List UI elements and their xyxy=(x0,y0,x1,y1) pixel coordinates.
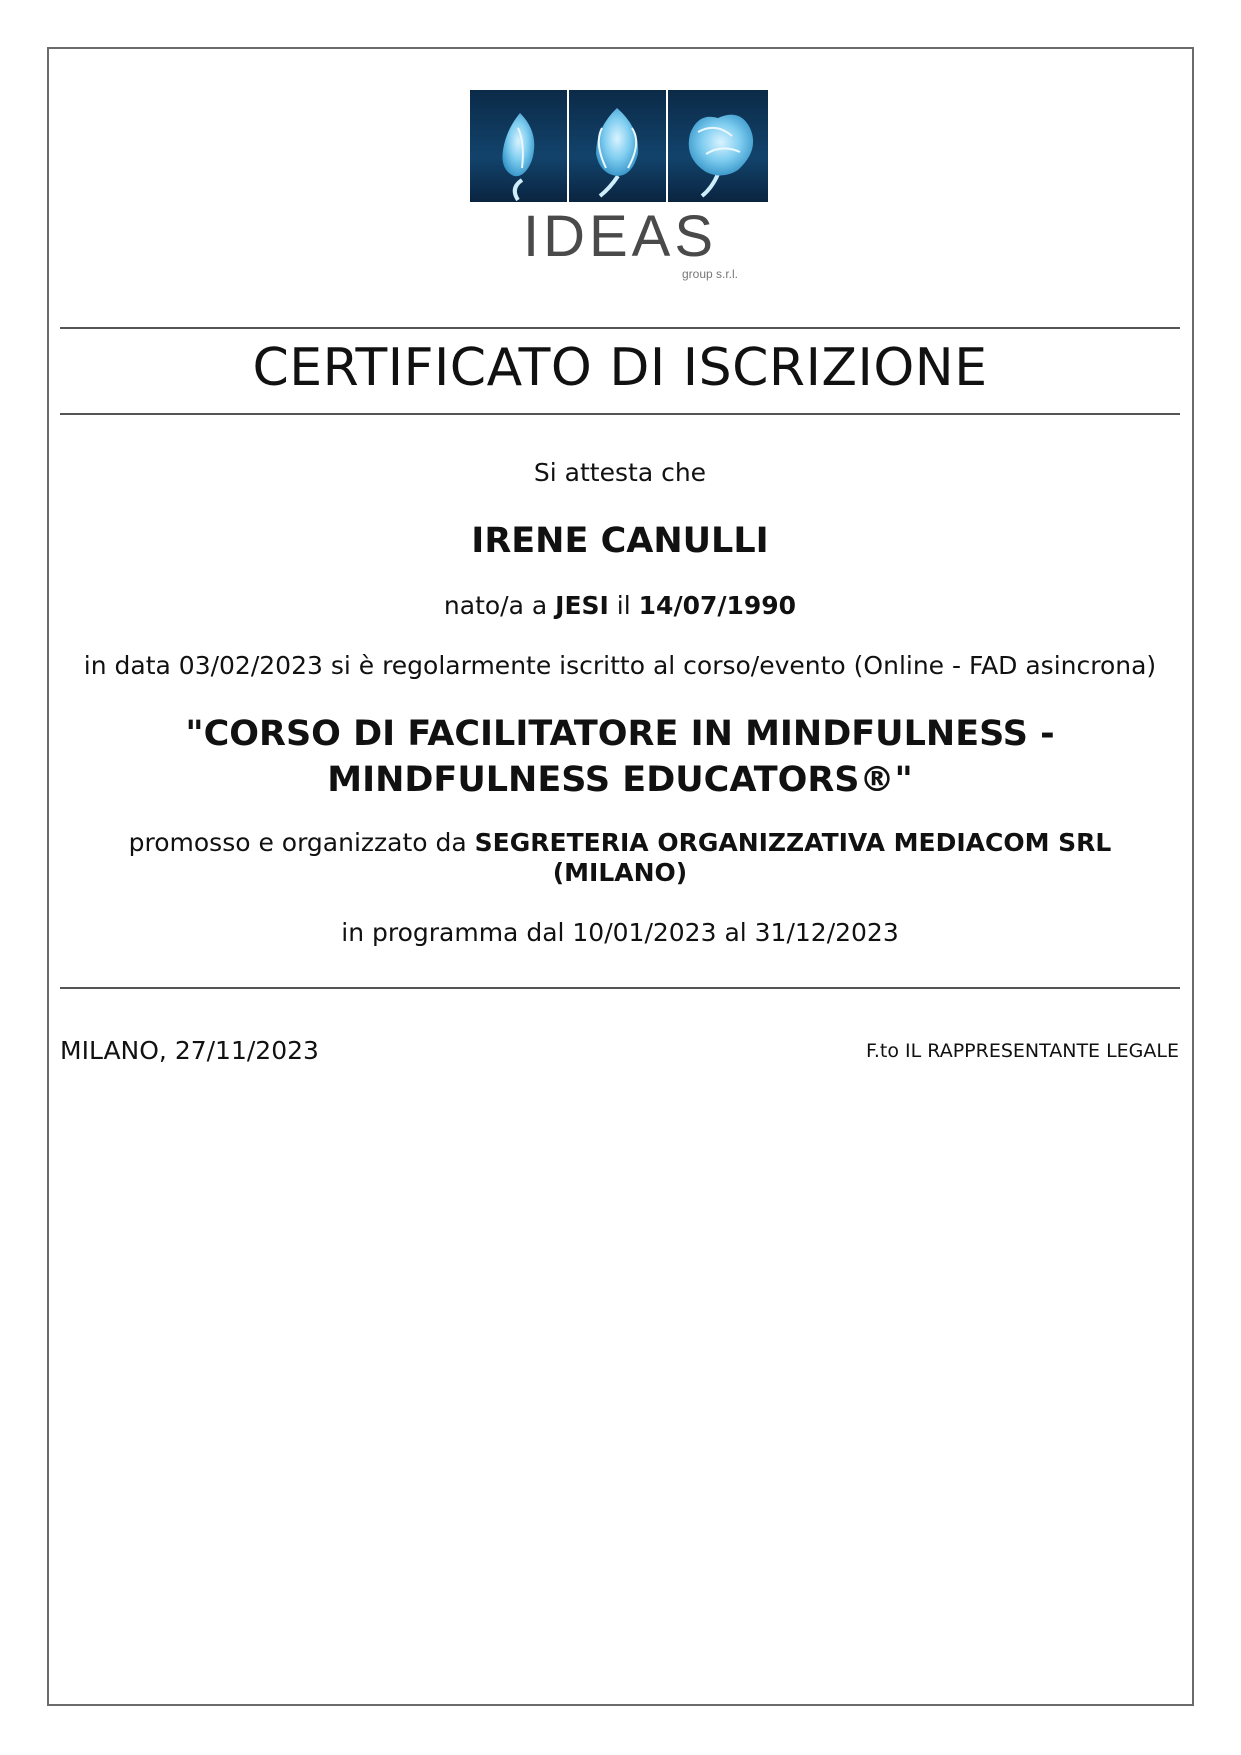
logo-wordmark: IDEAS xyxy=(522,204,718,269)
birth-mid: il xyxy=(616,591,631,620)
birth-line xyxy=(60,591,1180,621)
birth-place: JESI xyxy=(555,591,609,620)
course-title xyxy=(60,711,1180,803)
course-title-line1: "CORSO DI FACILITATORE IN MINDFULNESS - xyxy=(185,714,1055,754)
schedule-line: in programma dal 10/01/2023 al 31/12/2023 xyxy=(341,918,899,947)
logo-subtitle: group s.r.l. xyxy=(681,267,739,281)
organizer-name: SEGRETERIA ORGANIZZATIVA MEDIACOM SRL xyxy=(474,828,1112,857)
birth-date: 14/07/1990 xyxy=(638,591,797,620)
person-name: IRENE CANULLI xyxy=(471,521,769,561)
birth-prefix: nato/a a xyxy=(443,591,548,620)
attest-line: Si attesta che xyxy=(533,458,707,487)
organizer-city: (MILANO) xyxy=(552,858,688,887)
course-title-line2: MINDFULNESS EDUCATORS®" xyxy=(327,760,913,800)
title-divider-bottom xyxy=(60,413,1180,415)
title-divider-top xyxy=(60,327,1180,329)
organizer-prefix: promosso e organizzato da xyxy=(128,828,467,857)
signature-label: F.to IL RAPPRESENTANTE LEGALE xyxy=(866,1040,1179,1062)
place-date: MILANO, 27/11/2023 xyxy=(60,1036,319,1065)
ideas-logo xyxy=(470,88,770,283)
registration-line: in data 03/02/2023 si è regolarmente iscritto al corso/evento (Online - FAD asincrona) xyxy=(83,651,1157,680)
certificate-title: CERTIFICATO DI ISCRIZIONE xyxy=(252,338,988,398)
footer-divider xyxy=(60,987,1180,989)
organizer-line xyxy=(60,828,1180,858)
